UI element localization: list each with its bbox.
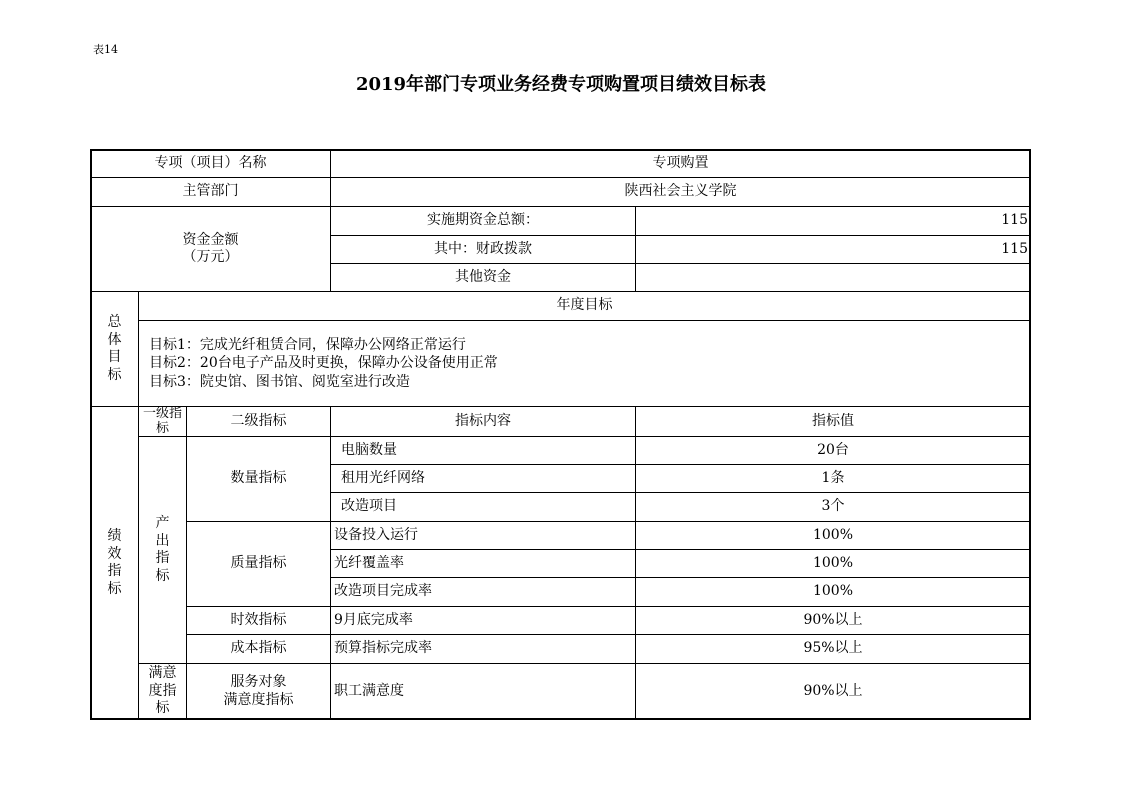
output-label-char: 出 [155,532,170,549]
department-value: 陕西社会主义学院 [330,177,1031,207]
output-label-char: 指 [155,550,170,566]
indicator-value: 100% [635,577,1031,607]
indicator-content: 电脑数量 [330,436,636,465]
fiscal-funds-value: 115 [635,235,1031,264]
project-name-label: 专项（项目）名称 [90,149,331,178]
quality-indicator-group: 质量指标 [186,521,331,607]
timeliness-indicator-group: 时效指标 [186,606,331,635]
goal-item: 目标3：院史馆、图书馆、阅览室进行改造 [149,373,410,390]
indicator-value: 3个 [635,492,1031,522]
quantity-indicator-group: 数量指标 [186,436,331,522]
cost-indicator-group: 成本指标 [186,634,331,664]
indicator-value: 20台 [635,436,1031,465]
indicator-content: 改造项目完成率 [330,577,636,607]
indicator-value: 90%以上 [635,663,1031,720]
satisfaction-label-line: 度指 [148,682,177,699]
department-label: 主管部门 [90,177,331,207]
page-title: 2019年部门专项业务经费专项购置项目绩效目标表 [355,74,767,95]
indicator-content: 预算指标完成率 [330,634,636,664]
funds-label-text: 资金金额 [182,231,239,248]
satisfaction-label-line: 满意 [148,665,177,682]
level2-header: 二级指标 [186,406,331,437]
overall-side-char: 总 [107,314,122,330]
satisfaction-indicator-label [138,663,187,720]
overall-side-char: 体 [107,331,122,348]
indicator-content: 职工满意度 [330,663,636,720]
fiscal-funds-label: 其中：财政拨款 [330,235,636,264]
overall-goal-side-label [90,291,139,407]
indicator-value: 95%以上 [635,634,1031,664]
indicator-content: 改造项目 [330,492,636,522]
indicator-content: 设备投入运行 [330,521,636,550]
performance-side-char: 指 [107,563,122,579]
funds-unit-text: （万元） [182,249,239,265]
indicator-content: 光纤覆盖率 [330,549,636,578]
indicator-value: 1条 [635,464,1031,493]
level1-header: 一级指标 [138,406,187,437]
goal-item: 目标1：完成光纤租赁合同，保障办公网络正常运行 [149,337,466,354]
performance-side-label [90,406,139,720]
goal-item: 目标2：20台电子产品及时更换，保障办公设备使用正常 [149,355,498,372]
indicator-content: 租用光纤网络 [330,464,636,493]
output-indicator-label [138,436,187,664]
indicator-value: 90%以上 [635,606,1031,635]
total-funds-value: 115 [635,206,1031,236]
other-funds-label: 其他资金 [330,263,636,292]
output-label-char: 产 [155,515,170,531]
annual-goal-header: 年度目标 [138,291,1031,321]
indicator-value: 100% [635,521,1031,550]
satisfaction-label-line: 标 [155,700,170,717]
service-group-line: 服务对象 [230,674,287,690]
total-funds-label: 实施期资金总额： [330,206,636,236]
content-header: 指标内容 [330,406,636,437]
performance-target-table [90,149,1031,720]
indicator-content: 9月底完成率 [330,606,636,635]
project-name-value: 专项购置 [330,149,1031,178]
overall-side-char: 目 [107,349,122,365]
service-group-line: 满意度指标 [223,691,294,708]
service-satisfaction-group [186,663,331,720]
performance-side-char: 效 [107,545,122,562]
indicator-value: 100% [635,549,1031,578]
performance-side-char: 标 [107,580,122,597]
other-funds-value [635,263,1031,292]
value-header: 指标值 [635,406,1031,437]
output-label-char: 标 [155,567,170,584]
table-number: 表14 [93,43,118,56]
overall-side-char: 标 [107,366,122,383]
performance-side-char: 绩 [107,528,122,544]
annual-goal-list [138,320,1031,407]
funds-label [90,206,331,292]
